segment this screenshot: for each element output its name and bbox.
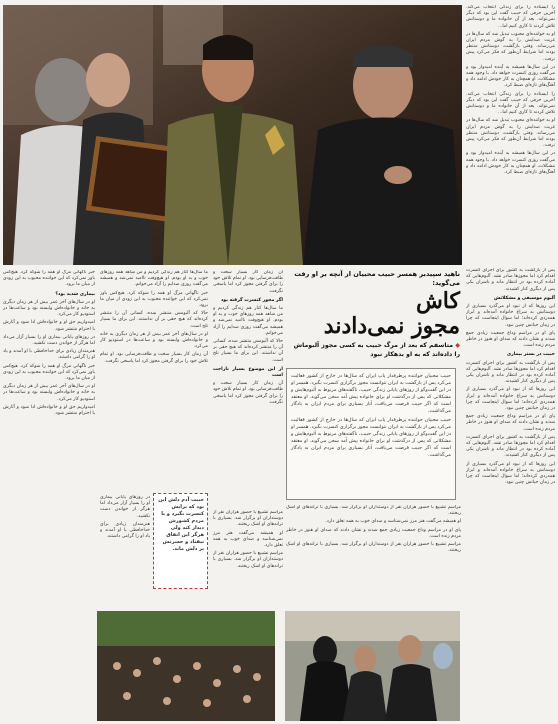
paragraph: این روزها که از نبود او می‌گذرد بسیاری از دوستانش به سراغ خانواده آمده‌اند و ابراز همدردی کرده‌اند؛ اما سوال اینجاست که چرا در زمان حیاتش چنین نبود. [466, 304, 555, 328]
paragraph: در این سال‌ها همیشه به آینده امیدوار بود و می‌گفت روزی کنسرت خواهد داد. با وجود همه مشکلات، او همچنان به کار خودش ادامه داد و آهنگ‌های تازه‌ای ضبط کرد. [466, 64, 555, 89]
subheading: آلبوم موسیقی و مشکلاتش [493, 295, 555, 301]
subheading: از این موضوع بسیار ناراحت است [213, 366, 283, 379]
subheading: حبیب در بستر بیماری [506, 352, 555, 358]
paragraph: را ایستاده را برای زندگی انتخاب می‌کند. آخرین حرفی که حبیب گفت این بود که دیگر نمی‌تواند. بعد از آن خانواده ما و دوستانش تلاش کردند تا کاری کنیم اما... [466, 5, 555, 29]
paragraph: ما سال‌ها کنار هم زندگی کردیم و من شاهد همه روزهای خوب و بد او بودم. او هیچ‌وقت ناامید نمی‌شد و همیشه می‌گفت روزی صدایم را آزاد می‌خوانم. [100, 270, 208, 288]
paragraph: پای او در مراسم وداع جمعیت زیادی جمع شدند و نشان دادند که صدای او هنوز در خاطر مردم زنده است. [466, 330, 555, 349]
headline-title-line2: مجوز نمی‌دادند [323, 313, 460, 339]
paragraph: در این سال‌ها همیشه به آینده امیدوار بود و می‌گفت روزی کنسرت خواهد داد. با وجود همه مشکلات، او همچنان به کار خودش ادامه داد و آهنگ‌های تازه‌ای ضبط کرد. [466, 151, 555, 176]
paragraph: پس از بازگشت به کشور برای اجرای کنسرت اقدام کرد اما مجوزها صادر نشد. آلبوم‌هایی که آماده کرده بود در انتظار ماند و ناشران یکی پس از دیگری کنار کشیدند. [466, 434, 555, 459]
paragraph: در روزهای پایانی بیماری او را بسیار آزار می‌داد اما هرگز از خواندن دست نکشید. [3, 334, 95, 347]
paragraph: پس از بازگشت به کشور برای اجرای کنسرت اقدام کرد اما مجوزها صادر نشد. آلبوم‌هایی که آماده کرده بود در انتظار ماند و ناشران یکی پس از دیگری کنار کشیدند. [466, 268, 555, 292]
paragraph: خبر ناگهانی مرگ او همه را شوکه کرد. هیچ‌کس باور نمی‌کرد که این خواننده محبوب به این زودی از میان ما برود. [3, 363, 95, 382]
intro-box [286, 368, 456, 500]
paragraph: او به خواننده‌ای محبوب تبدیل شد که سال‌ها در غربت صدایش را به گوش مردم ایران می‌رساند. وقتی بازگشت، دوستانش منتظر بودند اما شرایط آن‌طور که فکر می‌کرد پیش نرفت. [466, 31, 555, 62]
column-center-bottom [286, 505, 461, 608]
intro-text: حبیب محبیان خواننده پرطرفدار پاپ ایران که سال‌ها در خارج از کشور فعالیت می‌کرد پس از بازگشت به ایران نتوانست مجوز برگزاری کنسرت بگیرد. همسر او در این گفت‌وگو از روزهای پایانی زندگی حبیب، ناگفته‌های مربوط به آلبوم‌هایش و مشکلاتی که پس از درگذشت او برای خانواده پیش آمد سخن می‌گوید. او معتقد است که اگر حبیب فرصت می‌یافت، آثار بسیاری برای مردم ایران به یادگار می‌گذاشت. [291, 374, 451, 414]
paragraph: او به خواننده‌ای محبوب تبدیل شد که سال‌ها در غربت صدایش را به گوش مردم ایران می‌رساند. وقتی بازگشت، دوستانش منتظر بودند اما شرایط آن‌طور که فکر می‌کرد پیش نرفت. [466, 118, 555, 149]
paragraph: آن زمان کار بسیار سخت و طاقت‌فرسایی بود. او تمام تلاش خود را برای گرفتن مجوز کرد اما پاسخی نگرفت. [100, 352, 208, 364]
subheading: اگر مجوز کنسرت گرفته بود [220, 297, 283, 303]
headline-kicker: ناهید سپیدبر همسر حبیب محبیان از آنچه بر او رفت می‌گوید: [294, 270, 460, 287]
paragraph: هنرمندان زیادی برای خداحافظی با او آمدند و یاد او را گرامی داشتند. [100, 521, 150, 540]
paragraph: او در سال‌های آخر عمر بیش از هر زمان دیگری به خانه و خانواده‌اش وابسته بود و ساعت‌ها در استودیو کار می‌کرد. [3, 384, 95, 402]
column-mid-left-top [100, 270, 208, 492]
paragraph: در روزهای پایانی بیماری او را بسیار آزار می‌داد اما هرگز از خواندن دست نکشید. [100, 495, 150, 519]
paragraph: این روزها که از نبود او می‌گذرد بسیاری از دوستانش به سراغ خانواده آمده‌اند و ابراز همدردی کرده‌اند؛ اما سوال اینجاست که چرا در زمان حیاتش چنین نبود. [466, 387, 555, 412]
headline-title-line1: کاش [415, 288, 460, 314]
paragraph: حالا که آلبومش منتشر شده، کسانی آن را منتشر کرده‌اند که هیچ حقی بر آن نداشتند. این برای ما بسیار تلخ است. [100, 311, 208, 329]
paragraph: او همیشه می‌گفت هنر مرز نمی‌شناسد و صدای خوب به همه تعلق دارد. [213, 530, 283, 549]
paragraph: خبر ناگهانی مرگ او همه را شوکه کرد. هیچ‌کس باور نمی‌کرد که این خواننده محبوب به این زودی از میان ما برود. [3, 270, 95, 288]
paragraph: او در سال‌های آخر عمر بیش از هر زمان دیگری به خانه و خانواده‌اش وابسته بود و ساعت‌ها در استودیو کار می‌کرد. [3, 299, 95, 318]
funeral-crowd-photo [97, 611, 275, 721]
paragraph: او در سال‌های آخر عمر بیش از هر زمان دیگری به خانه و خانواده‌اش وابسته بود و ساعت‌ها در استودیو کار می‌کرد. [100, 331, 208, 350]
column-middle-top [213, 270, 283, 505]
intro-text: حبیب محبیان خواننده پرطرفدار پاپ ایران که سال‌ها در خارج از کشور فعالیت می‌کرد پس از بازگشت به ایران نتوانست مجوز برگزاری کنسرت بگیرد. همسر او در این گفت‌وگو از روزهای پایانی زندگی حبیب، ناگفته‌های مربوط به آلبوم‌هایش و مشکلاتی که پس از درگذشت او برای خانواده پیش آمد سخن می‌گوید. او معتقد است که اگر حبیب فرصت می‌یافت، آثار بسیاری برای مردم ایران به یادگار می‌گذاشت. [291, 418, 451, 458]
paragraph: امیدواریم حق او و خانواده‌اش ادا شود و آثارش با احترام منتشر شود. [3, 320, 95, 332]
paragraph: او همیشه می‌گفت هنر مرز نمی‌شناسد و صدای خوب به همه تعلق دارد. [325, 519, 461, 525]
subheading: بیماری شدید بود؟ [55, 291, 95, 297]
paragraph: پای او در مراسم وداع جمعیت زیادی جمع شدند و نشان دادند که صدای او هنوز در خاطر مردم زنده است. [286, 527, 461, 539]
paragraph: این روزها که از نبود او می‌گذرد بسیاری از دوستانش به سراغ خانواده آمده‌اند و ابراز همدردی کرده‌اند؛ اما سوال اینجاست که چرا در زمان حیاتش چنین نبود. [466, 461, 555, 486]
paragraph: امیدواریم حق او و خانواده‌اش ادا شود و آثارش با احترام منتشر شود. [3, 404, 95, 417]
headline-lead [290, 341, 460, 359]
paragraph: مراسم تشییع با حضور هزاران نفر از دوستداران او برگزار شد. بسیاری با ترانه‌های او اشک ریختند. [213, 551, 283, 569]
paragraph: هنرمندان زیادی برای خداحافظی با او آمدند و یاد او را گرامی داشتند. [3, 349, 95, 361]
column-right-bottom [466, 268, 555, 721]
article-headline [290, 270, 460, 359]
paragraph: را ایستاده را برای زندگی انتخاب می‌کند. آخرین حرفی که حبیب گفت این بود که دیگر نمی‌تواند. بعد از آن خانواده ما و دوستانش تلاش کردند تا کاری کنیم اما... [466, 91, 555, 116]
mourners-photo [285, 611, 460, 721]
paragraph: خبر ناگهانی مرگ او همه را شوکه کرد. هیچ‌کس باور نمی‌کرد که این خواننده محبوب به این زودی از میان ما برود. [100, 290, 208, 309]
paragraph: آن زمان کار بسیار سخت و طاقت‌فرسایی بود. او تمام تلاش خود را برای گرفتن مجوز کرد اما پاسخی نگرفت. [213, 270, 283, 294]
lead-text: متاسفم که بعد از مرگ حبیب به کسی مجوز آلبوماش را داده‌اند که به او بدهکار نبود [293, 342, 460, 358]
bullet-icon: ◆ [453, 342, 460, 349]
paragraph: مراسم تشییع با حضور هزاران نفر از دوستداران او برگزار شد. بسیاری با ترانه‌های او اشک ریختند. [286, 505, 461, 517]
pull-quote: حبیب آدم دلش این بود که برایش کنسرت بگیرد و با مردم کشورش دیدار کند ولی هرگز این اتفاق نیفتاد و حسرتش بر دلش ماند. [153, 493, 208, 589]
paragraph: مراسم تشییع با حضور هزاران نفر از دوستداران او برگزار شد. بسیاری با ترانه‌های او اشک ریختند. [286, 542, 461, 554]
column-middle-bottom [213, 510, 283, 608]
paragraph: مراسم تشییع با حضور هزاران نفر از دوستداران او برگزار شد. بسیاری با ترانه‌های او اشک ریختند. [213, 510, 283, 528]
column-right-top [466, 5, 555, 263]
paragraph: پای او در مراسم وداع جمعیت زیادی جمع شدند و نشان دادند که صدای او هنوز در خاطر مردم زنده است. [466, 414, 555, 432]
paragraph: پس از بازگشت به کشور برای اجرای کنسرت اقدام کرد اما مجوزها صادر نشد. آلبوم‌هایی که آماده کرده بود در انتظار ماند و ناشران یکی پس از دیگری کنار کشیدند. [466, 360, 555, 385]
paragraph: حالا که آلبومش منتشر شده، کسانی آن را منتشر کرده‌اند که هیچ حقی بر آن نداشتند. این برای ما بسیار تلخ است. [213, 339, 283, 363]
column-left [3, 270, 95, 721]
paragraph: ما سال‌ها کنار هم زندگی کردیم و من شاهد همه روزهای خوب و بد او بودم. او هیچ‌وقت ناامید نمی‌شد و همیشه می‌گفت روزی صدایم را آزاد می‌خوانم. [213, 306, 283, 336]
award-ceremony-photo [3, 5, 462, 265]
column-mid-left-bottom [100, 495, 150, 608]
paragraph: آن زمان کار بسیار سخت و طاقت‌فرسایی بود. او تمام تلاش خود را برای گرفتن مجوز کرد اما پاسخی نگرفت. [213, 381, 283, 405]
